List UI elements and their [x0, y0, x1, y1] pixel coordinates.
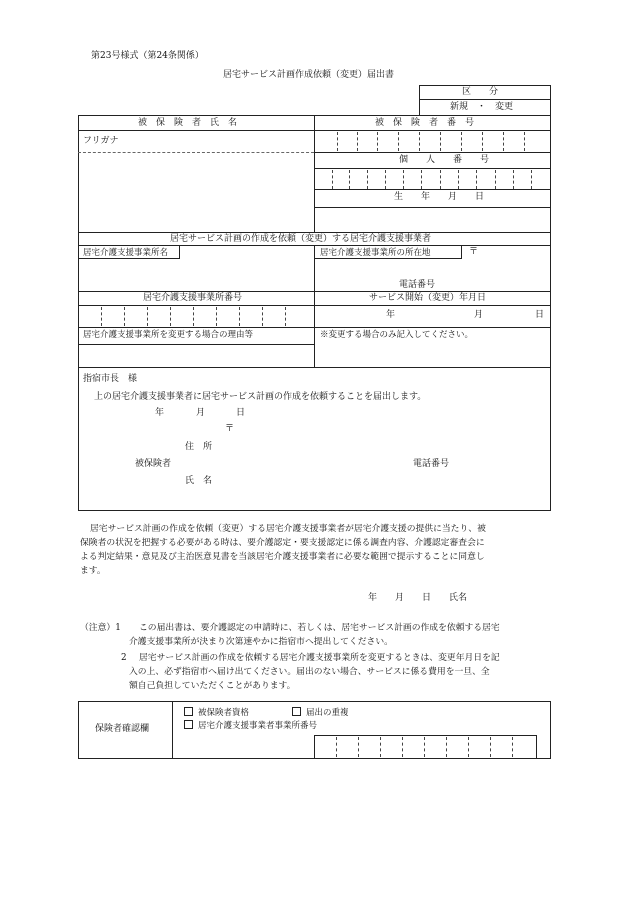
check-item-duplicate[interactable]: 届出の重複 — [292, 707, 349, 718]
note-2-line-3: 額自己負担していただくことがあります。 — [129, 681, 296, 691]
declaration-month: 月 — [196, 408, 206, 418]
kubun-value[interactable]: 新規 ・ 変更 — [450, 102, 514, 112]
insurer-check-label: 保険者確認欄 — [95, 724, 150, 734]
personal-number-header: 個 人 番 号 — [399, 155, 490, 165]
check-item-office-number[interactable]: 居宅介護支援事業者事業所番号 — [184, 720, 317, 731]
kubun-label: 区 分 — [462, 87, 499, 97]
note-1-line-2: 介護支援事業所が決まり次第速やかに指宿市へ提出してください。 — [129, 637, 393, 647]
check-item-qualification[interactable]: 被保険者資格 — [184, 707, 249, 718]
provider-section-header: 居宅サービス計画の作成を依頼（変更）する居宅介護支援事業者 — [170, 234, 432, 244]
note-2-line-1: 居宅サービス計画の作成を依頼する居宅介護支援事業所を変更するときは、変更年月日を記 — [139, 653, 500, 663]
office-name-label: 居宅介護支援事業所名 — [83, 248, 169, 258]
personal-number-input[interactable] — [315, 169, 550, 189]
service-start-input[interactable] — [315, 306, 550, 327]
form-number: 第23号様式（第24条関係） — [91, 51, 204, 61]
consent-line-2: 保険者の状況を把握する必要がある時は、要介護認定・要支援認定に係る調査内容、介護認定審査会に — [80, 538, 485, 548]
name-input-area[interactable] — [79, 153, 313, 232]
insured-number-header: 被 保 険 者 番 号 — [375, 118, 475, 128]
office-phone-label: 電話番号 — [399, 280, 436, 290]
office-address-input[interactable] — [315, 260, 550, 278]
note-1-line-1: この届出書は、要介護認定の申請時に、若しくは、居宅サービス計画の作成を依頼する居宅 — [139, 623, 500, 633]
service-start-month: 月 — [474, 310, 484, 320]
insured-number-input[interactable] — [315, 131, 550, 152]
address-postal-mark: 〒 — [469, 247, 479, 257]
checkbox-office-number[interactable] — [184, 720, 193, 729]
declaration-input-area[interactable] — [240, 420, 540, 500]
change-reason-label: 居宅介護支援事業所を変更する場合の理由等 — [83, 330, 254, 340]
office-number-input[interactable] — [79, 306, 313, 327]
birthdate-header: 生 年 月 日 — [394, 192, 485, 202]
furigana-label: フリガナ — [83, 136, 119, 146]
declaration-addressee: 指宿市長 様 — [83, 374, 138, 384]
service-start-header: サービス開始（変更）年月日 — [369, 293, 487, 303]
consent-line-1: 居宅サービス計画の作成を依頼（変更）する居宅介護支援事業者が居宅介護支援の提供に当たり、被 — [90, 524, 486, 534]
birthdate-input[interactable] — [315, 208, 550, 232]
change-reason-input[interactable] — [79, 345, 550, 367]
insurer-office-number-input[interactable] — [314, 735, 537, 759]
declaration-phone-label: 電話番号 — [413, 459, 450, 469]
consent-line-4: ます。 — [80, 566, 106, 576]
declaration-statement: 上の居宅介護支援事業者に居宅サービス計画の作成を依頼することを届出します。 — [94, 392, 427, 402]
checkbox-qualification[interactable] — [184, 707, 193, 716]
declaration-insured-label: 被保険者 — [135, 459, 172, 469]
form-title: 居宅サービス計画作成依頼（変更）届出書 — [223, 70, 395, 80]
office-address-label: 居宅介護支援事業所の所在地 — [320, 248, 431, 258]
declaration-day: 日 — [236, 408, 246, 418]
checkbox-duplicate[interactable] — [292, 707, 301, 716]
declaration-postal-mark: 〒 — [225, 424, 235, 434]
note-2-number: 2 — [121, 653, 127, 663]
consent-date-name[interactable]: 年 月 日 氏名 — [368, 593, 468, 603]
declaration-year: 年 — [155, 408, 165, 418]
change-reason-note: ※変更する場合のみ記入してください。 — [320, 330, 474, 340]
insured-name-header: 被 保 険 者 氏 名 — [138, 118, 238, 128]
note-2-line-2: 入の上、必ず指宿市へ届け出てください。届出のない場合、サービスに係る費用を一旦、全 — [129, 667, 490, 677]
declaration-name-label: 氏 名 — [185, 476, 213, 486]
service-start-year: 年 — [386, 310, 396, 320]
notes-label: （注意）1 — [80, 623, 121, 633]
service-start-day: 日 — [535, 310, 545, 320]
office-number-header: 居宅介護支援事業所番号 — [143, 293, 243, 303]
consent-line-3: よる判定結果・意見及び主治医意見書を当該居宅介護支援事業者に必要な範囲で提示することに同意し — [80, 552, 485, 562]
office-name-input[interactable] — [79, 260, 313, 290]
declaration-address-label: 住 所 — [185, 442, 213, 452]
